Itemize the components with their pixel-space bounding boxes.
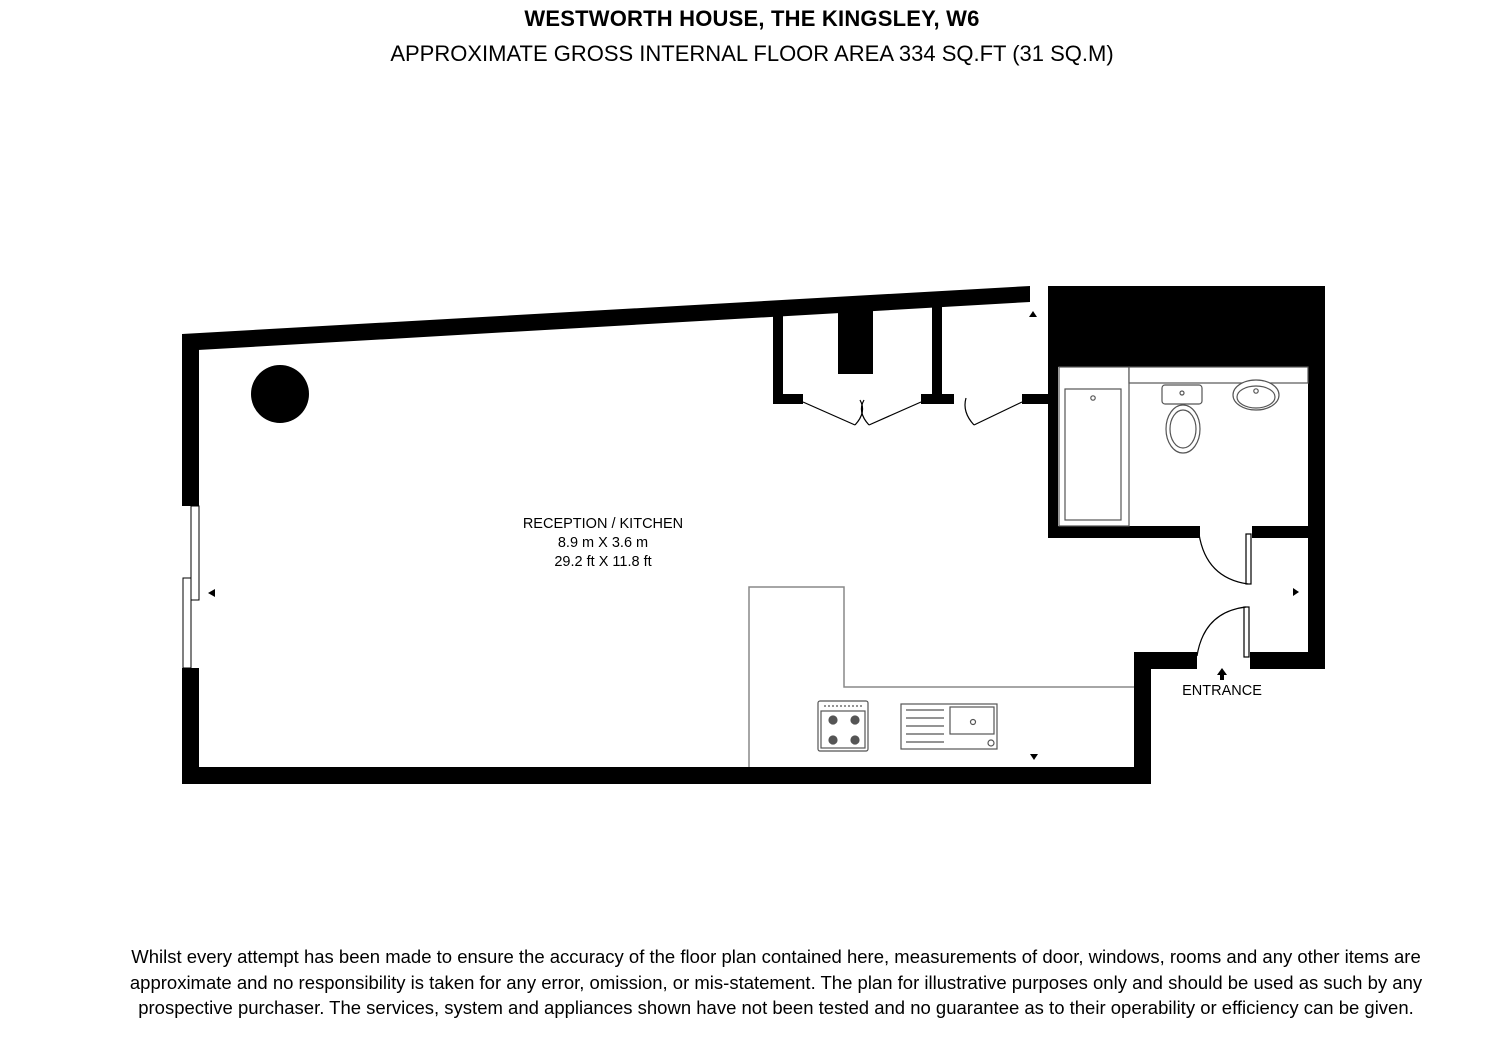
hob-icon bbox=[818, 701, 868, 751]
marker-down-icon bbox=[1030, 754, 1038, 760]
marker-up-icon bbox=[1029, 311, 1037, 317]
column-icon bbox=[251, 365, 309, 423]
kitchen-counter bbox=[749, 587, 1134, 767]
room-size-imperial: 29.2 ft X 11.8 ft bbox=[554, 554, 652, 570]
entrance-label: ENTRANCE bbox=[1182, 683, 1262, 699]
entrance-door bbox=[1197, 607, 1249, 657]
marker-right-icon bbox=[1293, 588, 1299, 596]
disclaimer: Whilst every attempt has been made to ensure the accuracy of the floor plan contained here, measurements of door, windows, rooms and any other items are approximate and no responsibility is taken for any error, omission, or mis-statement. The plan for illustrative purposes only and should be used as such by any prospective purchaser. The services, system and appliances shown have not been tested and no guarantee as to their operability or efficiency can be given. bbox=[129, 946, 1423, 1018]
toilet-icon bbox=[1129, 367, 1308, 453]
marker-left-icon bbox=[208, 589, 215, 597]
plan-title: WESTWORTH HOUSE, THE KINGSLEY, W6 bbox=[524, 6, 980, 31]
floor-area-subtitle: APPROXIMATE GROSS INTERNAL FLOOR AREA 334 SQ.FT (31 SQ.M) bbox=[390, 41, 1114, 66]
bathroom-walls bbox=[1048, 526, 1325, 538]
entrance-arrow-icon bbox=[1217, 668, 1227, 680]
room-size-metric: 8.9 m X 3.6 m bbox=[557, 535, 649, 551]
bathtub-icon bbox=[1059, 367, 1129, 526]
window-left bbox=[183, 506, 199, 668]
sink-icon bbox=[901, 704, 997, 749]
room-name: RECEPTION / KITCHEN bbox=[522, 516, 684, 532]
cupboard-doors bbox=[803, 398, 1022, 425]
bathroom-door bbox=[1199, 534, 1251, 584]
cupboards bbox=[773, 295, 1058, 538]
basin-icon bbox=[1233, 380, 1279, 410]
